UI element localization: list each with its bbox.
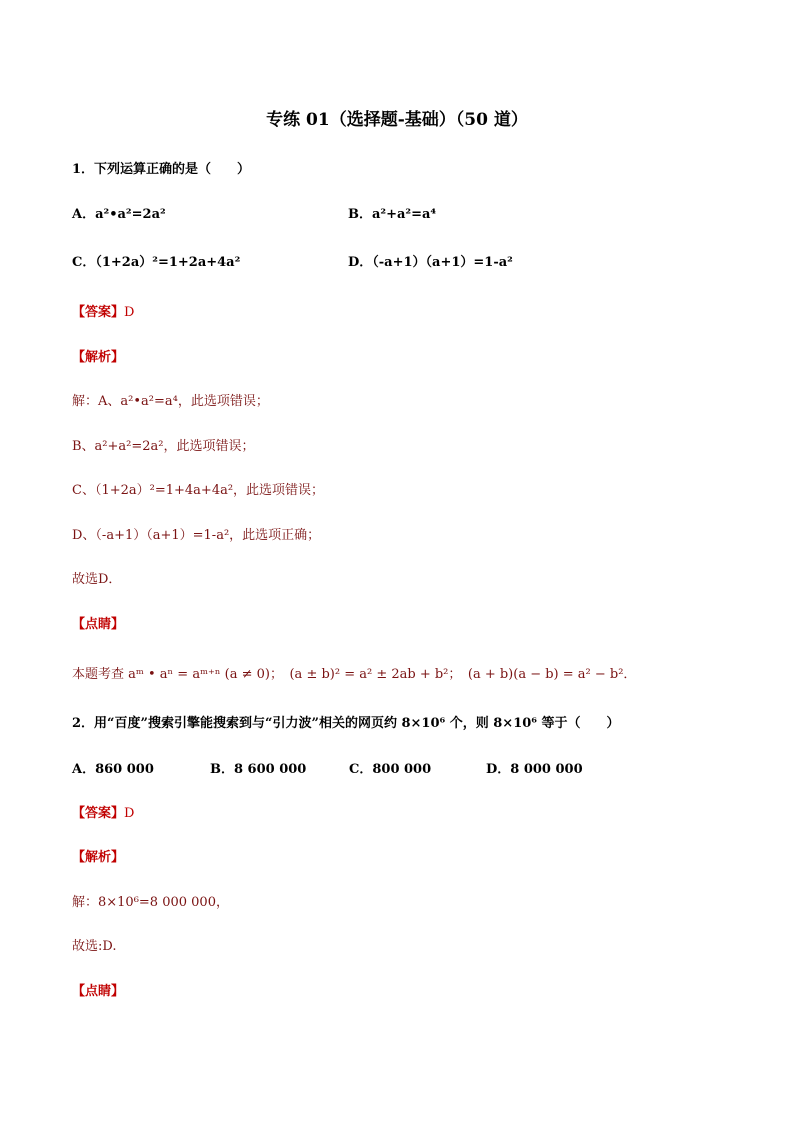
question-1-stem: 1．下列运算正确的是（ ） [72,162,251,177]
answer-value: D [124,305,135,320]
question-1-analysis-label: 【解析】 [72,350,125,365]
question-1-answer [72,301,134,320]
question-1-option-d: D．（-a+1）（a+1）=1-a² [348,255,513,270]
question-2-option-c: C．800 000 [349,762,432,777]
question-2-analysis-label: 【解析】 [72,850,125,865]
question-2-answer [72,802,134,821]
question-2-option-d: D．8 000 000 [486,762,583,777]
answer-label: 【答案】 [72,806,125,821]
question-2-option-a: A．860 000 [72,762,154,777]
page-title: 专练 01（选择题-基础）（50 道） [266,110,528,130]
question-1-option-c: C．（1+2a）²=1+2a+4a² [72,255,241,270]
question-1-comment: 本题考查 aᵐ • aⁿ = aᵐ⁺ⁿ (a ≠ 0)； (a ± b)² = a² ± 2ab + b²； (a + b)(a − b) = a² − b²． [72,667,637,682]
question-1-analysis-line: C、（1+2a）²=1+4a+4a²，此选项错误； [72,483,325,498]
question-1-comment-label: 【点睛】 [72,617,125,632]
question-1-analysis-line: B、a²+a²=2a²，此选项错误； [72,439,255,454]
question-1-option-b: B．a²+a²=a⁴ [348,207,437,222]
question-1-option-a: A．a²•a²=2a² [72,207,166,222]
question-2-comment-label: 【点睛】 [72,984,125,999]
question-1-analysis-line: 解：A、a²•a²=a⁴，此选项错误； [72,394,269,409]
question-2-analysis-line: 故选:D. [72,939,117,954]
question-2-stem: 2．用“百度”搜索引擎能搜索到与“引力波”相关的网页约 8×10⁶ 个，则 8×10⁶ 等于（ ） [72,716,620,731]
question-1-analysis-line: 故选D． [72,572,122,587]
question-2-option-b: B．8 600 000 [210,762,307,777]
question-2-analysis-line: 解：8×10⁶=8 000 000， [72,895,229,910]
answer-value: D [124,806,135,821]
answer-label: 【答案】 [72,305,125,320]
question-1-analysis-line: D、（-a+1）（a+1）=1-a²，此选项正确； [72,528,321,543]
